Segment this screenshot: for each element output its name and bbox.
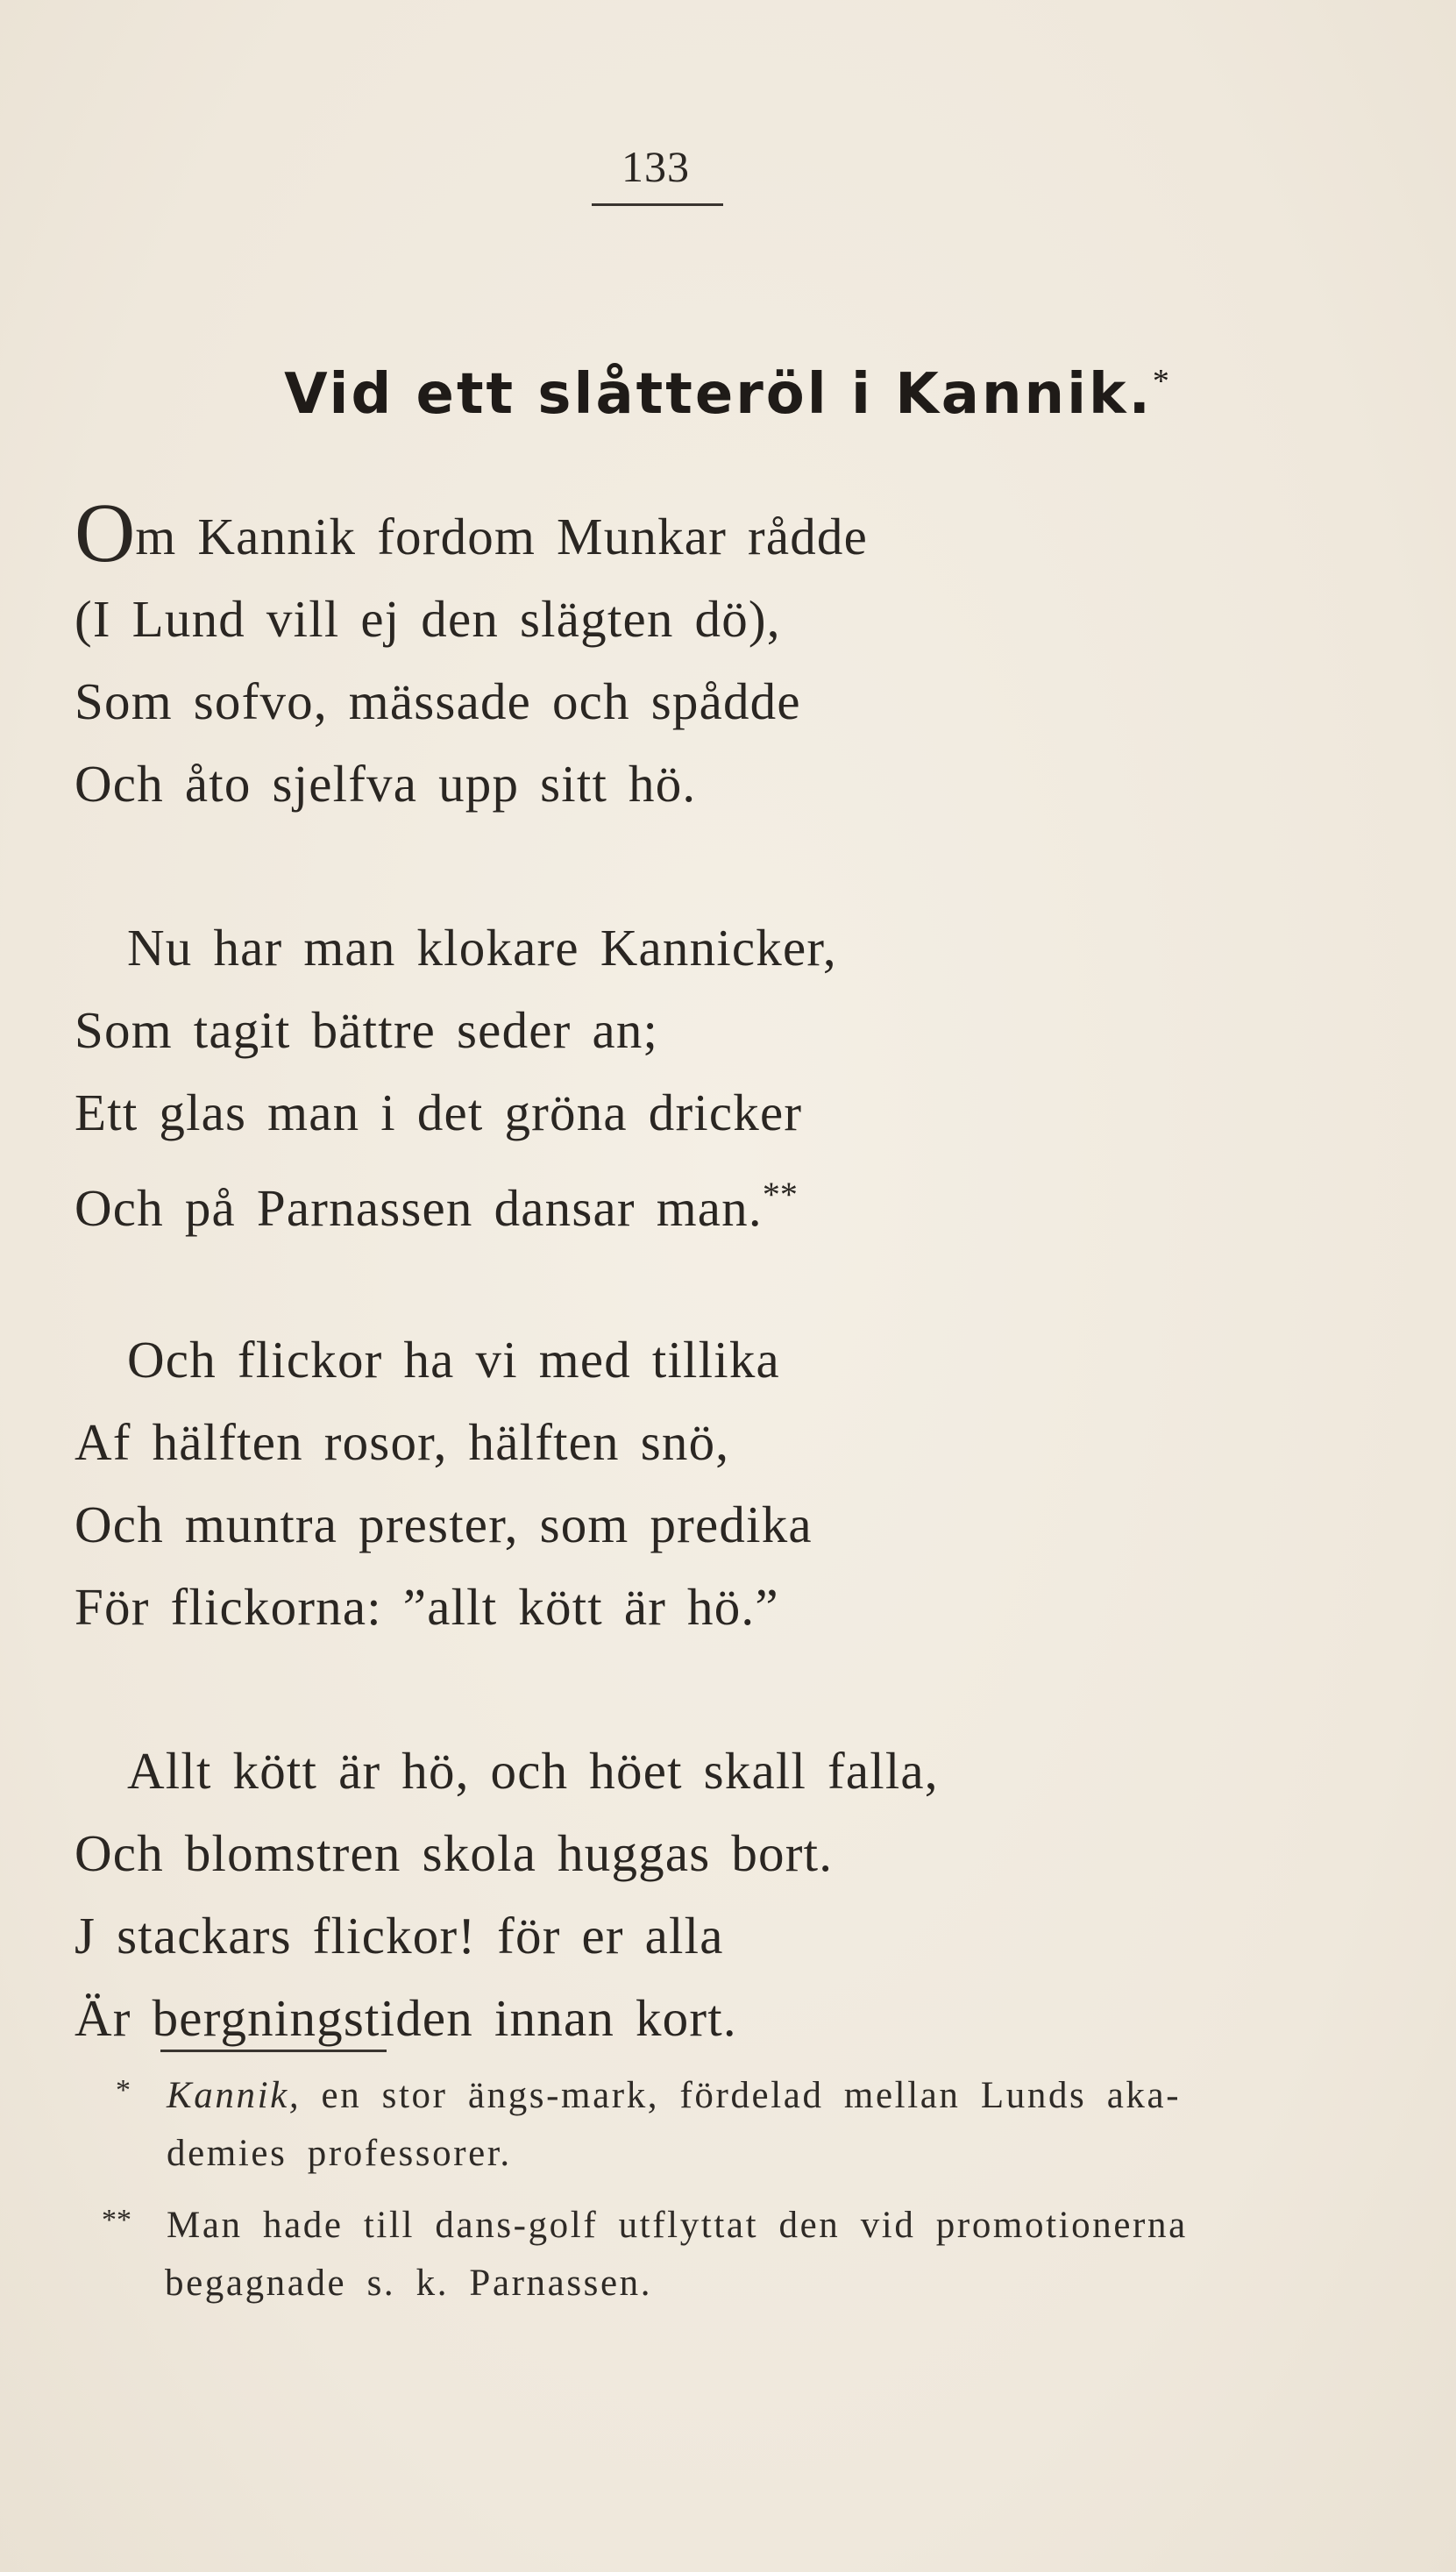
- footnote-mark: *: [116, 2074, 131, 2107]
- verse-line: [75, 486, 1346, 579]
- poem-title-text: Vid ett slåtteröl i Kannik.: [284, 362, 1153, 427]
- footnote-mark: **: [102, 2204, 131, 2236]
- verse-line: Som tagit bättre seder an;: [75, 1001, 659, 1059]
- verse-line: (I Lund vill ej den slägten dö),: [75, 590, 781, 648]
- page-number-rule: [592, 203, 723, 206]
- stanza-4: [75, 1730, 1346, 2059]
- stanza-2: [75, 906, 1346, 1236]
- footnote-1: [53, 2067, 1420, 2183]
- poem-title: [0, 346, 1456, 430]
- verse-line: Som sofvo, mässade och spådde: [75, 672, 801, 730]
- verse-line: Och blomstren skola huggas bort.: [75, 1824, 834, 1882]
- title-footnote-mark: *: [1152, 363, 1172, 400]
- verse-line: Är bergningstiden innan kort.: [75, 1989, 737, 2047]
- page-number: 133: [621, 142, 690, 191]
- verse-line: [75, 1154, 1346, 1236]
- verse-line: Och åto sjelfva upp sitt hö.: [75, 755, 697, 813]
- verse-line: Allt kött är hö, och höet skall falla,: [127, 1742, 939, 1800]
- footnote-rule: [160, 2050, 387, 2052]
- verse-line-text: m Kannik fordom Munkar rådde: [135, 508, 869, 565]
- verse-line: Af hälften rosor, hälften snö,: [75, 1413, 730, 1471]
- footnote-text-continued: begagnade s. k. Parnassen.: [165, 2263, 653, 2304]
- footnote-term: Kannik,: [167, 2075, 302, 2116]
- footnote-2: [53, 2197, 1420, 2313]
- stanza-1: [75, 486, 1346, 825]
- verse-footnote-mark: **: [762, 1175, 798, 1214]
- footnote-text: en stor ängs-mark, fördelad mellan Lunds aka-: [321, 2075, 1182, 2116]
- verse-line-text: Och på Parnassen dansar man.: [75, 1179, 763, 1237]
- verse-line: Och muntra prester, som predika: [75, 1496, 813, 1553]
- verse-line: För flickorna: ”allt kött är hö.”: [75, 1578, 779, 1636]
- footnote-text: Man hade till dans-golf utflyttat den vid promotionerna: [167, 2205, 1188, 2246]
- footnotes: [53, 2067, 1420, 2327]
- verse-line: Ett glas man i det gröna dricker: [75, 1084, 803, 1141]
- footnote-text-continued: demies professorer.: [167, 2133, 512, 2174]
- verse-line: J stackars flickor! för er alla: [75, 1907, 724, 1965]
- verse-line: Nu har man klokare Kannicker,: [127, 919, 837, 977]
- drop-cap: O: [75, 486, 136, 579]
- verse-line: Och flickor ha vi med tillika: [127, 1331, 780, 1389]
- stanza-3: [75, 1318, 1346, 1648]
